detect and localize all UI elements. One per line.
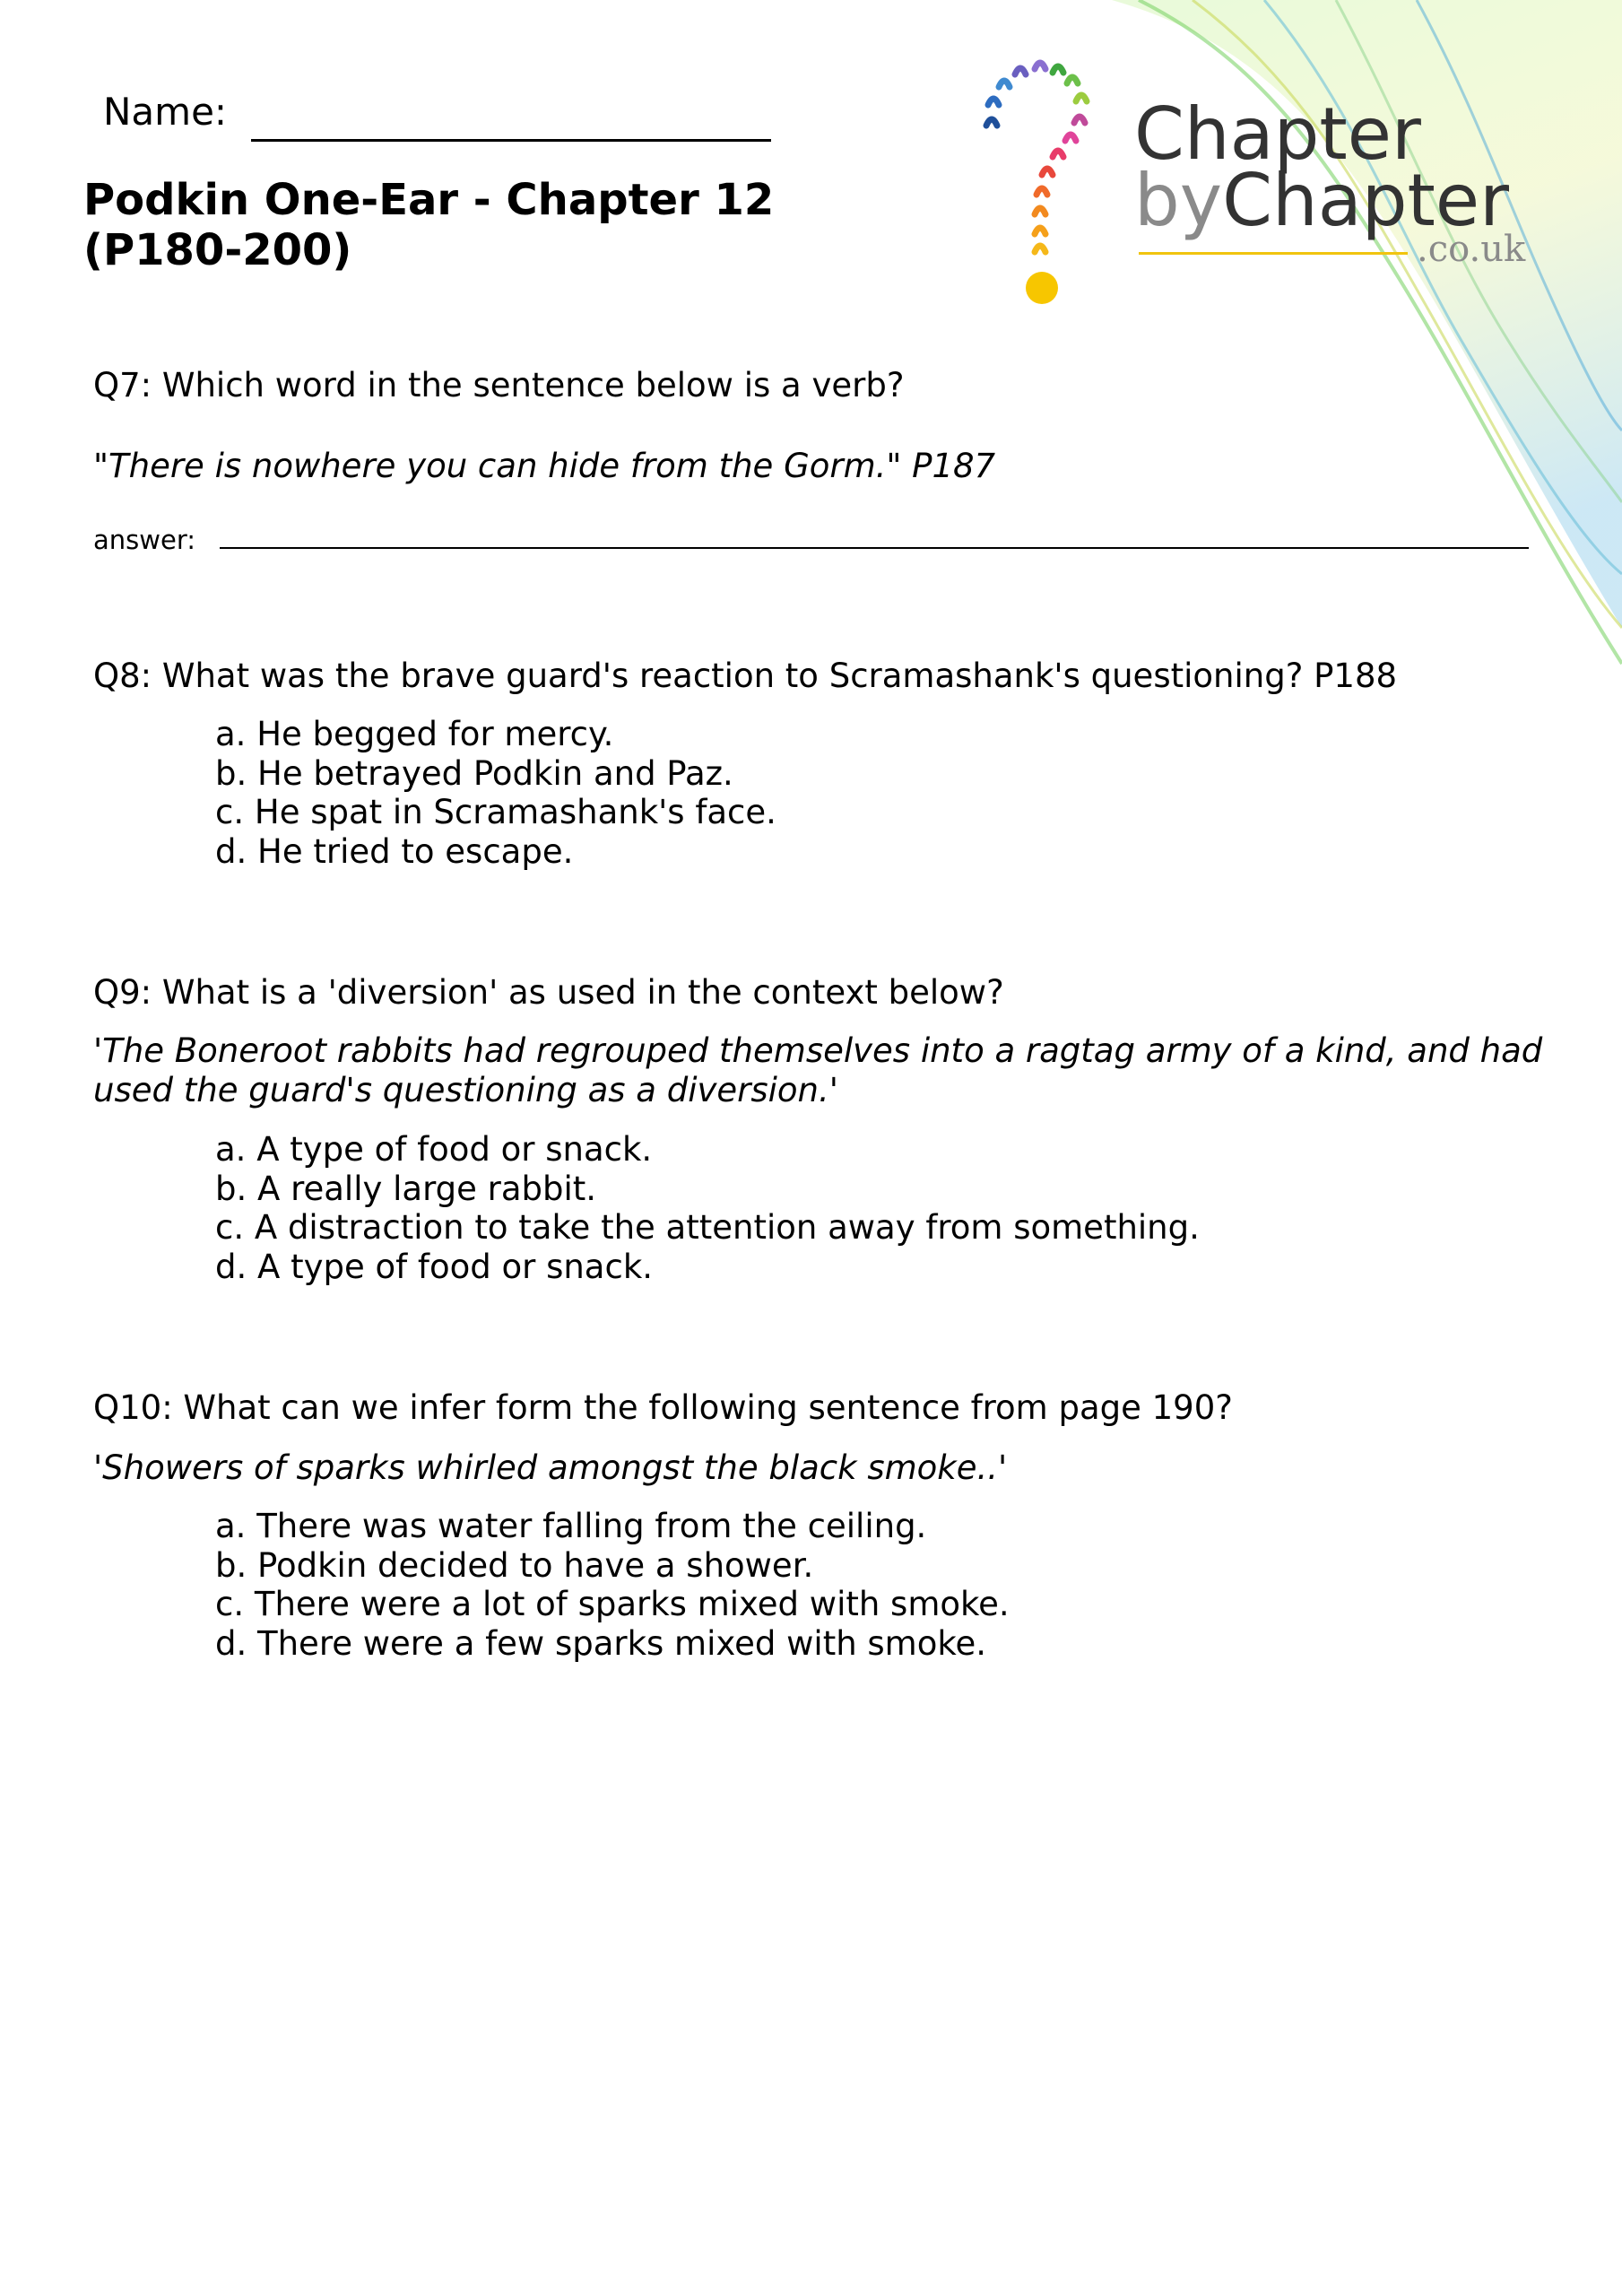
question-8: Q8: What was the brave guard's reaction to Scramashank's questioning? P188 (93, 657, 1398, 695)
option-b: b. Podkin decided to have a shower. (215, 1545, 814, 1585)
name-label: Name: (103, 90, 228, 134)
logo-word-by: by (1134, 159, 1223, 242)
question-10: Q10: What can we infer form the following sentence from page 190? (93, 1388, 1233, 1427)
option-c: c. There were a lot of sparks mixed with smoke. (215, 1585, 1010, 1623)
chapter-by-chapter-logo (959, 49, 1533, 318)
answer-blank-line (220, 547, 1529, 549)
option-d: d. He tried to escape. (215, 831, 574, 871)
option-d: d. There were a few sparks mixed with smoke. (215, 1623, 986, 1663)
option-c: c. A distraction to take the attention away from something. (215, 1208, 1200, 1247)
option-b: b. A really large rabbit. (215, 1169, 597, 1208)
question-8-options (215, 715, 776, 871)
logo-word-chapter-2: Chapter (1222, 159, 1509, 242)
option-a: a. There was water falling from the ceiling. (215, 1507, 927, 1545)
question-7: Q7: Which word in the sentence below is a verb? (93, 366, 905, 404)
question-7-quote: "There is nowhere you can hide from the Gorm." P187 (93, 447, 996, 485)
question-9: Q9: What is a 'diversion' as used in the context below? (93, 973, 1004, 1012)
option-c: c. He spat in Scramashank's face. (215, 793, 776, 831)
question-10-options (215, 1507, 1010, 1663)
logo-underline (1139, 252, 1408, 255)
option-a: a. A type of food or snack. (215, 1130, 653, 1169)
answer-label: answer: (93, 525, 196, 555)
option-b: b. He betrayed Podkin and Paz. (215, 753, 733, 793)
option-d: d. A type of food or snack. (215, 1247, 654, 1286)
question-9-options (215, 1130, 1200, 1286)
name-blank-line (251, 139, 771, 142)
question-10-quote: 'Showers of sparks whirled amongst the black smoke..' (93, 1448, 1008, 1487)
page-title: Podkin One-Ear - Chapter 12 (P180-200) (83, 175, 775, 275)
book-question-mark-icon (959, 49, 1139, 318)
logo-domain: .co.uk (1417, 229, 1526, 270)
question-9-quote: 'The Boneroot rabbits had regrouped themselves into a ragtag army of a kind, and had used the guard's questioning as a diversion.' (93, 1031, 1543, 1109)
logo-word-chapter: Chapter (1134, 92, 1421, 176)
option-a: a. He begged for mercy. (215, 715, 614, 753)
